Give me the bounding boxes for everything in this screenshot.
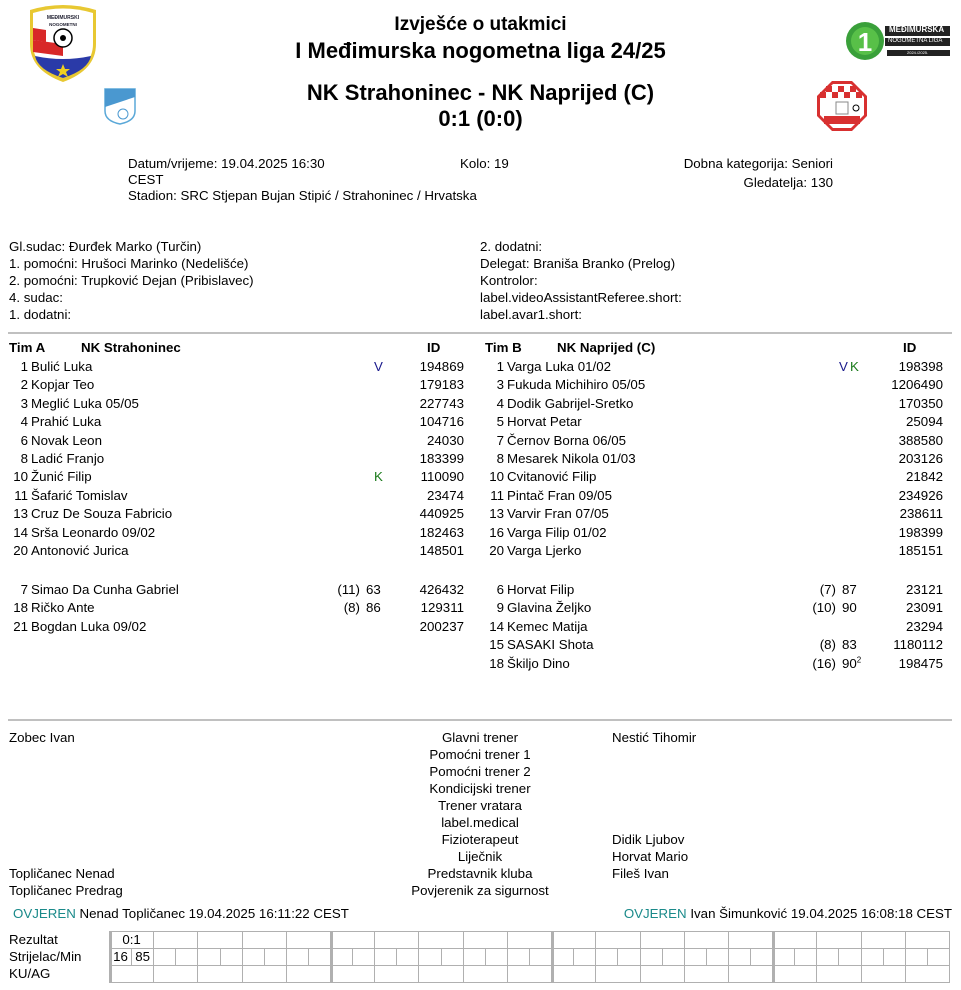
minute-cell	[486, 949, 508, 966]
captain-marker: K	[374, 469, 383, 485]
player-name: Antonović Jurica	[31, 543, 129, 558]
player-row	[0, 395, 470, 413]
grid-label-ku-ag: KU/AG	[9, 966, 51, 981]
player-row	[476, 395, 946, 413]
player-id: 104716	[419, 414, 464, 430]
substitution-minute	[366, 581, 381, 599]
player-name: Srša Leonardo 09/02	[31, 524, 156, 540]
player-row	[476, 468, 946, 486]
player-name: Ladić Franjo	[31, 451, 105, 466]
player-id: 21842	[906, 469, 943, 485]
substitution-minute	[366, 599, 381, 617]
minute-value: 90	[842, 655, 857, 671]
player-number: 18	[489, 655, 504, 671]
staff-team-a-9: Topličanec Predrag	[9, 883, 123, 898]
player-number: 4	[496, 395, 504, 411]
replaced-player: (10)	[812, 600, 836, 616]
ku-ag-cell	[331, 966, 375, 983]
scorer-cell	[906, 949, 928, 966]
verified-status-left: OVJEREN	[13, 906, 76, 921]
minute-extra: 2	[856, 655, 862, 665]
result-cell	[375, 932, 419, 949]
player-id: 23294	[906, 618, 943, 634]
ku-ag-cell	[729, 966, 773, 983]
svg-text:1: 1	[857, 27, 873, 57]
replaced-player: (16)	[812, 655, 836, 671]
ku-ag-cell	[110, 966, 154, 983]
staff-role-8: Predstavnik kluba	[427, 866, 533, 881]
player-row	[476, 413, 946, 431]
substitution-minute	[842, 581, 857, 599]
player-name: Fukuda Michihiro 05/05	[507, 377, 646, 393]
player-id: 203126	[898, 451, 943, 466]
minute-cell	[618, 949, 640, 966]
player-number: 13	[13, 506, 28, 522]
divider-top	[8, 332, 952, 334]
scorer-cell	[773, 949, 795, 966]
staff-role-0: Glavni trener	[441, 730, 519, 745]
league-name: I Međimurska nogometna liga 24/25	[295, 38, 666, 63]
scorer-cell	[464, 949, 486, 966]
svg-text:NOGOMETNI: NOGOMETNI	[49, 22, 77, 27]
player-name: Kopjar Teo	[31, 377, 95, 393]
player-number: 1	[496, 359, 504, 374]
player-row	[476, 358, 946, 376]
player-row	[476, 376, 946, 394]
player-id: 234926	[898, 487, 943, 503]
ku-ag-cell	[862, 966, 906, 983]
player-row	[0, 376, 470, 394]
player-name: Mesarek Nikola 01/03	[507, 451, 636, 466]
player-id: 25094	[906, 414, 943, 430]
result-cell	[773, 932, 817, 949]
result-cell	[464, 932, 508, 949]
minute-cell	[839, 949, 861, 966]
player-number: 9	[496, 600, 504, 616]
minute-cell	[265, 949, 287, 966]
minute-cell: 85	[132, 949, 154, 966]
scorer-cell: 16	[110, 949, 132, 966]
player-name: Bogdan Luka 09/02	[31, 618, 147, 634]
minute-value: 83	[842, 637, 857, 653]
official-left-0: Gl.sudac: Đurđek Marko (Turčin)	[9, 239, 202, 254]
player-name: Glavina Željko	[507, 600, 592, 616]
official-right-0: 2. dodatni:	[480, 239, 543, 254]
grid-label-result: Rezultat	[9, 932, 58, 947]
official-right-1: Delegat: Braniša Branko (Prelog)	[480, 256, 676, 271]
player-id: 110090	[420, 469, 464, 485]
player-row	[476, 524, 946, 542]
player-number: 16	[489, 524, 504, 540]
player-name: Prahić Luka	[31, 414, 102, 430]
match-timezone: CEST	[128, 172, 164, 187]
divider-bottom	[8, 719, 952, 721]
staff-team-b-6: Didik Ljubov	[612, 832, 685, 847]
result-cell	[154, 932, 198, 949]
player-id: 179183	[419, 377, 464, 393]
ku-ag-cell	[375, 966, 419, 983]
player-row	[0, 432, 470, 450]
league-logo-line-2: NOGOMETNA LIGA	[888, 38, 943, 44]
player-row	[476, 450, 946, 468]
official-left-4: 1. dodatni:	[9, 307, 72, 322]
player-name: Žunić Filip	[31, 469, 92, 485]
player-number: 3	[20, 395, 28, 411]
player-name: SASAKI Shota	[507, 637, 594, 653]
player-id: 238611	[899, 506, 943, 522]
verified-by-right: Ivan Šimunković 19.04.2025 16:08:18 CEST	[690, 906, 952, 921]
player-id: 182463	[419, 524, 464, 540]
player-number: 15	[489, 637, 504, 653]
minute-cell	[707, 949, 729, 966]
player-id: 170350	[898, 395, 943, 411]
scorer-cell	[375, 949, 397, 966]
player-name: Dodik Gabrijel-Sretko	[507, 395, 634, 411]
player-number: 6	[496, 582, 504, 597]
player-id: 129311	[420, 600, 464, 616]
spectators: Gledatelja: 130	[743, 175, 833, 190]
player-number: 11	[490, 487, 504, 503]
team-b-id-header: ID	[903, 340, 917, 355]
player-row	[476, 487, 946, 505]
scorer-cell	[862, 949, 884, 966]
substitute-row	[476, 636, 946, 654]
match-title: NK Strahoninec - NK Naprijed (C)	[306, 80, 655, 105]
player-row	[476, 505, 946, 523]
match-stadium: Stadion: SRC Stjepan Bujan Stipić / Strahoninec / Hrvatska	[128, 188, 477, 203]
player-name: Pintač Fran 09/05	[507, 487, 612, 503]
staff-role-5: label.medical	[441, 815, 519, 830]
substitute-row	[0, 618, 470, 636]
verified-status-right: OVJEREN	[623, 906, 687, 921]
staff-role-9: Povjerenik za sigurnost	[411, 883, 549, 898]
player-number: 8	[496, 451, 504, 466]
player-name: Varvir Fran 07/05	[507, 506, 609, 522]
minute-value: 86	[366, 600, 381, 616]
player-number: 20	[489, 543, 504, 558]
result-grid	[110, 931, 950, 983]
grid-label-scorer: Strijelac/Min	[9, 949, 82, 964]
official-right-3: label.videoAssistantReferee.short:	[480, 290, 682, 305]
official-left-3: 4. sudac:	[9, 290, 63, 305]
minute-value: 87	[842, 582, 857, 597]
player-id: 23091	[906, 600, 943, 616]
player-id: 426432	[419, 582, 464, 597]
player-name: Varga Luka 01/02	[507, 359, 611, 374]
ku-ag-cell	[552, 966, 596, 983]
player-name: Škiljo Dino	[507, 655, 570, 671]
player-number: 10	[13, 469, 28, 485]
result-cell	[641, 932, 685, 949]
report-title: Izvješće o utakmici	[394, 14, 567, 35]
player-name: Ričko Ante	[31, 600, 95, 616]
minute-value: 90	[842, 600, 857, 616]
ku-ag-cell	[596, 966, 640, 983]
player-row	[0, 524, 470, 542]
result-cell	[906, 932, 950, 949]
scorer-cell	[817, 949, 839, 966]
substitute-row	[476, 581, 946, 599]
player-id: 200237	[419, 618, 464, 634]
goalkeeper-marker: V	[374, 359, 383, 374]
player-id: 388580	[898, 432, 943, 448]
ku-ag-cell	[773, 966, 817, 983]
player-row	[0, 450, 470, 468]
player-number: 18	[13, 600, 28, 616]
grid-group-separator	[551, 931, 554, 983]
minute-cell	[309, 949, 331, 966]
substitute-row	[0, 599, 470, 617]
result-cell	[729, 932, 773, 949]
player-number: 10	[489, 469, 504, 485]
player-id: 185151	[898, 543, 943, 558]
scorer-cell	[596, 949, 618, 966]
grid-group-separator	[772, 931, 775, 983]
ku-ag-cell	[198, 966, 242, 983]
player-name: Varga Ljerko	[507, 543, 582, 558]
league-logo-line-1: MEĐIMURSKA	[889, 25, 945, 34]
staff-role-3: Kondicijski trener	[429, 781, 531, 796]
result-cell	[198, 932, 242, 949]
player-id: 148501	[419, 543, 464, 558]
player-id: 440925	[419, 506, 464, 522]
player-row	[476, 432, 946, 450]
official-left-2: 2. pomoćni: Trupković Dejan (Pribislavec)	[9, 273, 254, 288]
scorer-cell	[198, 949, 220, 966]
ku-ag-cell	[464, 966, 508, 983]
result-cell	[419, 932, 463, 949]
scorer-cell	[243, 949, 265, 966]
ku-ag-cell	[287, 966, 331, 983]
minute-cell	[397, 949, 419, 966]
scorer-cell	[641, 949, 663, 966]
minute-value: 63	[366, 582, 381, 597]
player-number: 1	[20, 359, 28, 374]
staff-team-b-0: Nestić Tihomir	[612, 730, 697, 745]
player-number: 8	[20, 451, 28, 466]
replaced-player: (7)	[819, 582, 836, 597]
svg-text:MEĐIMURSKI: MEĐIMURSKI	[46, 15, 80, 21]
player-id: 23121	[906, 582, 943, 597]
verification-right	[624, 906, 952, 921]
official-right-2: Kontrolor:	[480, 273, 538, 288]
player-name: Bulić Luka	[31, 359, 93, 374]
ku-ag-cell	[906, 966, 950, 983]
scorer-cell	[685, 949, 707, 966]
player-row	[476, 542, 946, 560]
ku-ag-cell	[685, 966, 729, 983]
scorer-cell	[287, 949, 309, 966]
minute-cell	[530, 949, 552, 966]
player-id: 183399	[419, 451, 464, 466]
player-id: 194869	[419, 359, 464, 374]
scorer-cell	[729, 949, 751, 966]
replaced-player: (11)	[337, 582, 360, 597]
minute-cell	[795, 949, 817, 966]
ku-ag-cell	[243, 966, 287, 983]
player-id: 198475	[898, 655, 943, 671]
minute-cell	[442, 949, 464, 966]
staff-team-b-8: Fileš Ivan	[612, 866, 669, 881]
player-name: Horvat Filip	[507, 582, 575, 597]
player-name: Meglić Luka 05/05	[31, 395, 139, 411]
player-number: 5	[496, 414, 504, 430]
ku-ag-cell	[154, 966, 198, 983]
player-number: 3	[496, 377, 504, 393]
player-name: Novak Leon	[31, 432, 102, 448]
verified-by-left: Nenad Topličanec 19.04.2025 16:11:22 CEST	[79, 906, 349, 921]
player-number: 7	[20, 582, 28, 597]
scorer-cell	[331, 949, 353, 966]
player-number: 4	[20, 414, 28, 430]
player-row	[0, 487, 470, 505]
match-datetime: Datum/vrijeme: 19.04.2025 16:30	[128, 156, 325, 171]
grid-group-separator	[330, 931, 333, 983]
player-number: 2	[20, 377, 28, 393]
staff-role-7: Liječnik	[457, 849, 503, 864]
player-row	[0, 505, 470, 523]
team-b-name: NK Naprijed (C)	[557, 340, 656, 355]
match-round: Kolo: 19	[460, 156, 509, 171]
scorer-cell	[419, 949, 441, 966]
staff-role-6: Fizioterapeut	[441, 832, 519, 847]
player-number: 11	[14, 487, 28, 503]
player-number: 13	[489, 506, 504, 522]
replaced-player: (8)	[819, 637, 836, 653]
staff-role-4: Trener vratara	[438, 798, 522, 813]
player-name: Cvitanović Filip	[507, 469, 597, 485]
player-number: 7	[496, 432, 504, 448]
replaced-player: (8)	[343, 600, 360, 616]
player-name: Šafarić Tomislav	[31, 487, 128, 503]
result-cell	[331, 932, 375, 949]
ku-ag-cell	[508, 966, 552, 983]
goalkeeper-marker: V	[839, 359, 848, 374]
staff-team-a-8: Topličanec Nenad	[9, 866, 115, 881]
player-id: 198399	[898, 524, 943, 540]
result-cell	[817, 932, 861, 949]
scorer-cell	[508, 949, 530, 966]
player-id: 227743	[419, 395, 464, 411]
player-row	[0, 542, 470, 560]
result-cell	[685, 932, 729, 949]
official-right-4: label.avar1.short:	[480, 307, 582, 322]
substitution-minute	[842, 655, 861, 673]
ku-ag-cell	[817, 966, 861, 983]
player-name: Simao Da Cunha Gabriel	[31, 582, 179, 597]
substitution-minute	[842, 636, 857, 654]
minute-cell	[663, 949, 685, 966]
substitute-row	[0, 581, 470, 599]
age-category: Dobna kategorija: Seniori	[683, 156, 833, 171]
ku-ag-cell	[419, 966, 463, 983]
player-number: 20	[13, 543, 28, 558]
result-cell	[862, 932, 906, 949]
result-cell	[596, 932, 640, 949]
player-name: Černov Borna 06/05	[507, 432, 627, 448]
player-number: 14	[489, 618, 504, 634]
staff-team-b-7: Horvat Mario	[612, 849, 689, 864]
result-cell	[508, 932, 552, 949]
minute-cell	[176, 949, 198, 966]
team-a-name: NK Strahoninec	[81, 340, 181, 355]
player-id: 24030	[427, 432, 464, 448]
grid-group-separator	[109, 931, 112, 983]
substitute-row	[476, 618, 946, 636]
staff-role-1: Pomoćni trener 1	[429, 747, 531, 762]
result-cell	[287, 932, 331, 949]
team-a-label: Tim A	[9, 340, 46, 355]
player-id: 23474	[427, 487, 464, 503]
result-cell: 0:1	[110, 932, 154, 949]
player-row	[0, 468, 470, 486]
minute-cell	[884, 949, 906, 966]
substitute-row	[476, 655, 946, 673]
staff-team-a-0: Zobec Ivan	[9, 730, 75, 745]
player-name: Horvat Petar	[507, 414, 582, 430]
minute-cell	[574, 949, 596, 966]
player-number: 14	[13, 524, 28, 540]
result-cell	[243, 932, 287, 949]
minute-cell	[353, 949, 375, 966]
scorer-cell	[552, 949, 574, 966]
minute-cell	[221, 949, 243, 966]
team-b-label: Tim B	[485, 340, 522, 355]
match-score: 0:1 (0:0)	[438, 106, 523, 131]
official-left-1: 1. pomoćni: Hrušoci Marinko (Nedelišće)	[9, 256, 249, 271]
ku-ag-cell	[641, 966, 685, 983]
player-name: Cruz De Souza Fabricio	[31, 506, 173, 522]
substitute-row	[476, 599, 946, 617]
player-row	[0, 358, 470, 376]
player-name: Kemec Matija	[507, 618, 588, 634]
player-row	[0, 413, 470, 431]
player-name: Varga Filip 01/02	[507, 524, 607, 540]
minute-cell	[928, 949, 950, 966]
substitution-minute	[842, 599, 857, 617]
player-id: 1206490	[891, 377, 943, 393]
player-number: 21	[13, 618, 28, 634]
staff-role-2: Pomoćni trener 2	[429, 764, 531, 779]
player-id: 198398	[898, 359, 943, 374]
minute-cell	[751, 949, 773, 966]
league-logo-line-3: 2024./2025.	[907, 50, 929, 55]
result-cell	[552, 932, 596, 949]
team-a-id-header: ID	[427, 340, 441, 355]
player-number: 6	[20, 432, 28, 448]
player-id: 1180112	[893, 637, 943, 653]
verification-left	[13, 906, 349, 921]
captain-marker: K	[850, 359, 859, 374]
scorer-cell	[154, 949, 176, 966]
